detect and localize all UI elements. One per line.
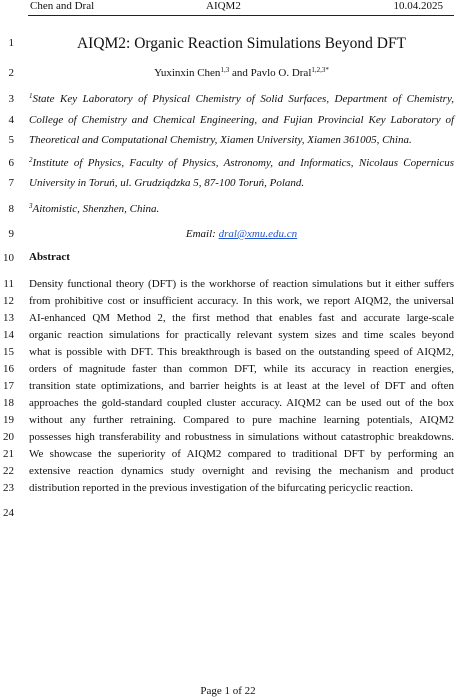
- affiliation-text: State Key Laboratory of Physical Chemistry of Solid Surfaces, Department of Chemistry,: [32, 93, 454, 105]
- line-number: 6: [8, 157, 14, 169]
- paper-title: AIQM2: Organic Reaction Simulations Beyond DFT: [76, 35, 407, 52]
- line-number: 15: [3, 346, 14, 358]
- abstract-line: orders of magnitude faster than common DFT, while its accuracy in reaction energies,: [29, 363, 454, 375]
- author-name: Yuxinxin Chen: [154, 67, 221, 79]
- affiliation-text: Aitomistic, Shenzhen, China.: [32, 203, 160, 215]
- header-rule: [28, 15, 454, 16]
- line-number: 5: [8, 134, 14, 146]
- line-number: 3: [8, 93, 14, 105]
- line-number: 10: [3, 252, 14, 264]
- header-short-title: AIQM2: [206, 0, 241, 12]
- line-number: 23: [3, 482, 14, 494]
- line-number: 18: [3, 397, 14, 409]
- abstract-line: possesses high transferability and robustness in simulations without catastrophic breakdowns.: [29, 431, 454, 443]
- author-joiner: and: [229, 67, 251, 79]
- line-number: 7: [8, 177, 14, 189]
- running-header: [0, 0, 456, 14]
- affiliation-text: Institute of Physics, Faculty of Physics, Astronomy, and Informatics, Nicolaus Copernicus: [32, 157, 454, 169]
- author-name: Pavlo O. Dral: [250, 67, 312, 79]
- header-date: 10.04.2025: [393, 0, 443, 12]
- line-number: 17: [3, 380, 14, 392]
- line-number: 19: [3, 414, 14, 426]
- affiliation-number: 3: [29, 202, 33, 210]
- corresponding-email: [29, 228, 454, 240]
- affiliation-number: 1: [29, 92, 33, 100]
- abstract-line: Density functional theory (DFT) is the workhorse of reaction simulations but it either suffers: [29, 278, 454, 290]
- affiliation-2-line: [29, 157, 454, 169]
- line-number: 22: [3, 465, 14, 477]
- abstract-line: without any further retraining. Compared to pure machine learning potentials, AIQM2: [29, 414, 454, 426]
- page-footer: Page 1 of 22: [200, 685, 256, 697]
- line-number: 1: [8, 37, 14, 49]
- header-authors: Chen and Dral: [30, 0, 95, 12]
- abstract-line: approaches the gold-standard coupled cluster accuracy. AIQM2 can be used out of the box: [29, 397, 454, 409]
- line-number: 21: [3, 448, 14, 460]
- line-number: 20: [3, 431, 14, 443]
- author-affiliation-mark: 1,3: [220, 66, 230, 74]
- line-number: 4: [8, 114, 14, 126]
- affiliation-number: 2: [29, 156, 33, 164]
- abstract-line: We showcase the superiority of AIQM2 compared to traditional DFT by performing an: [29, 448, 454, 460]
- line-number: 14: [3, 329, 14, 341]
- affiliation-1-line: College of Chemistry and Chemical Engineering, and Fujian Provincial Key Laboratory of: [29, 114, 454, 126]
- line-number: 11: [3, 278, 14, 290]
- abstract-heading: Abstract: [29, 251, 70, 263]
- line-number: 24: [3, 507, 14, 519]
- line-number: 12: [3, 295, 14, 307]
- line-number: 8: [8, 203, 14, 215]
- line-number: 2: [8, 67, 14, 79]
- abstract-line: what is possible with DFT. This breakthrough is based on the outstanding speed of AIQM2,: [29, 346, 454, 358]
- abstract-line: transition state optimizations, and barrier heights is at least at the level of DFT and often: [29, 380, 454, 392]
- line-number: 16: [3, 363, 14, 375]
- affiliation-1-line: [29, 93, 454, 105]
- abstract-line: organic reaction simulations for practically relevant system sizes and time scales beyond: [29, 329, 454, 341]
- abstract-line: from prohibitive cost or insufficient accuracy. In this work, we report AIQM2, the universal: [29, 295, 454, 307]
- author-list: [29, 67, 454, 79]
- affiliation-3-line: [29, 203, 454, 215]
- email-label: Email:: [185, 228, 219, 240]
- abstract-line: distribution reported in the previous investigation of the bifurcating pericyclic reaction.: [29, 482, 413, 494]
- email-link[interactable]: dral@xmu.edu.cn: [218, 228, 298, 240]
- author-affiliation-mark: 1,2,3*: [311, 66, 329, 74]
- abstract-line: extensive reaction dynamics study overnight and revising the mechanism and product: [29, 465, 454, 477]
- line-number: 9: [8, 228, 14, 240]
- affiliation-1-line: Theoretical and Computational Chemistry, Xiamen University, Xiamen 361005, China.: [29, 134, 412, 146]
- line-number: 13: [3, 312, 14, 324]
- affiliation-2-line: University in Toruń, ul. Grudziądzka 5, 87-100 Toruń, Poland.: [29, 177, 305, 189]
- abstract-line: AI-enhanced QM Method 2, the first method that enables fast and accurate large-scale: [29, 312, 454, 324]
